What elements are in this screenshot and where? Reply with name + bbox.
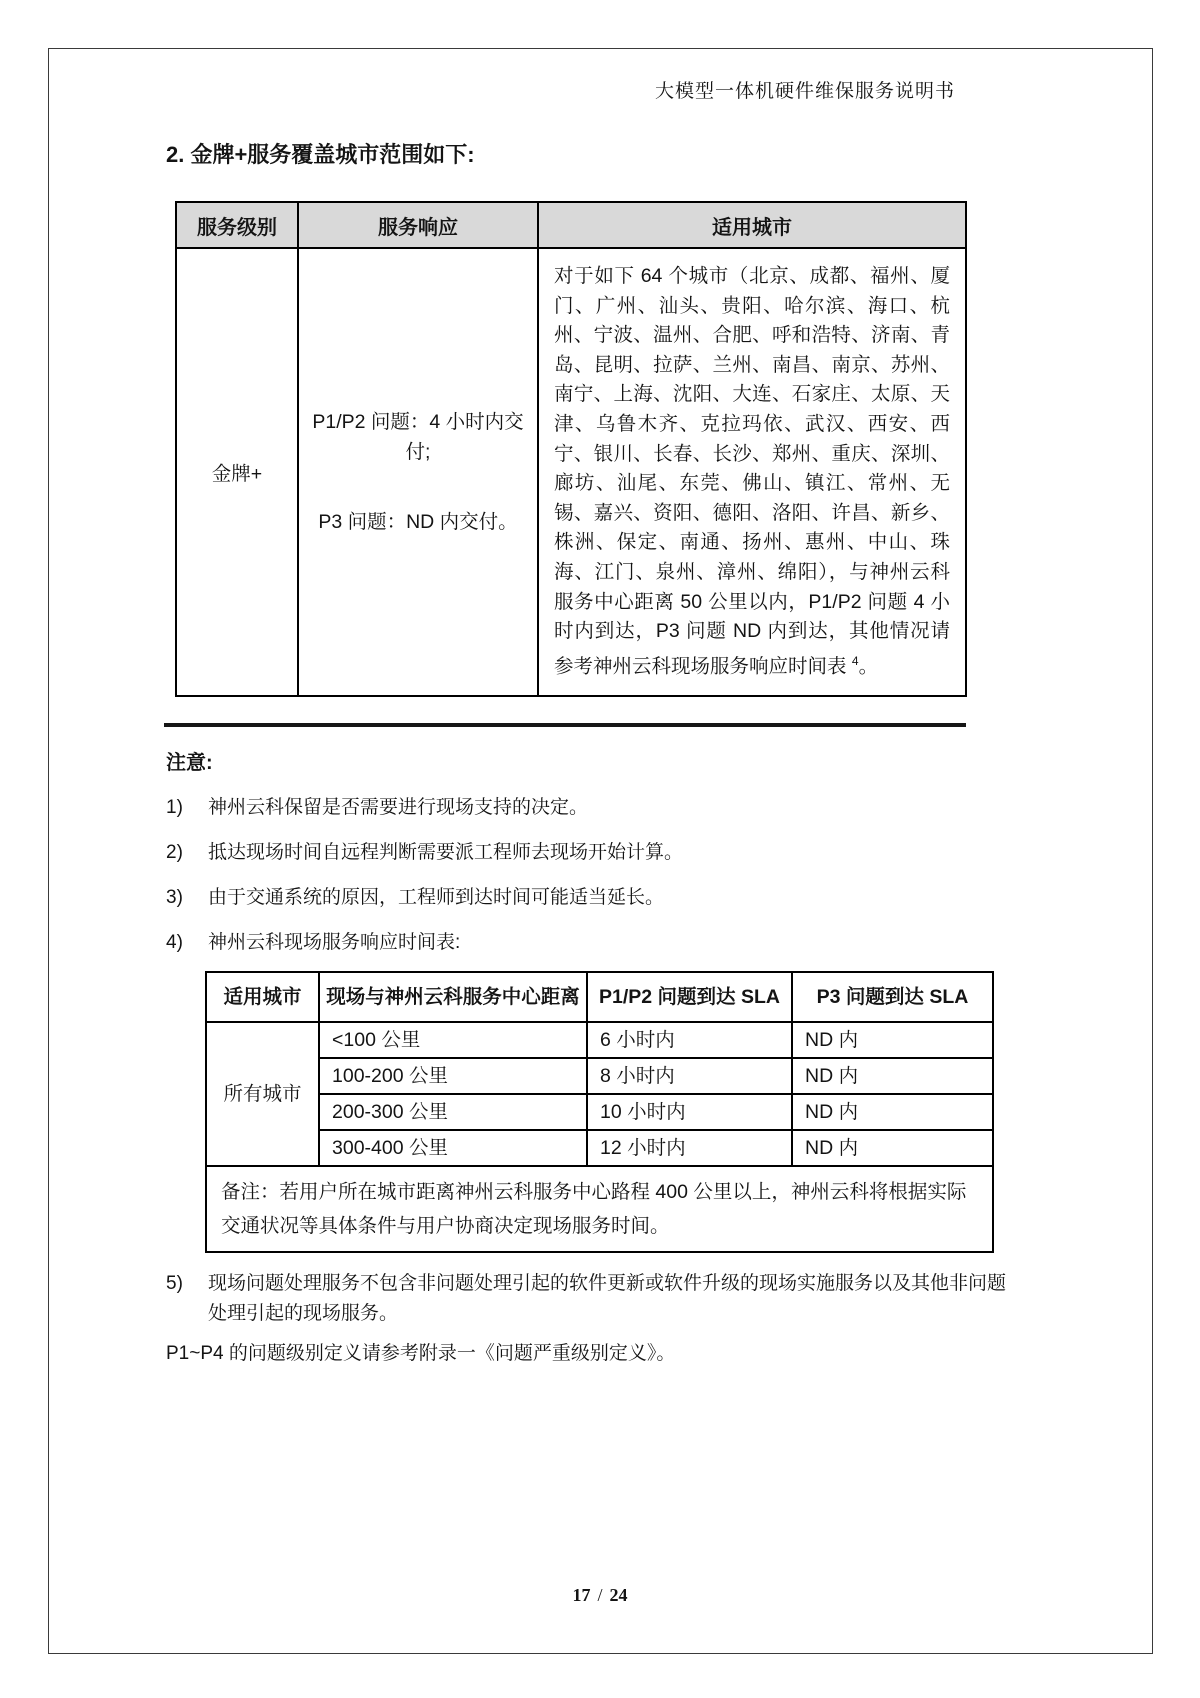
- column-header-p3-sla: P3 问题到达 SLA: [792, 972, 993, 1022]
- note-number: 5): [166, 1272, 183, 1294]
- note-text: 现场问题处理服务不包含非问题处理引起的软件更新或软件升级的现场实施服务以及其他非问题处理引起的现场服务。: [208, 1272, 1007, 1324]
- page-content: [0, 138, 1200, 1368]
- coverage-table: [175, 201, 967, 697]
- response-p3-text: P3 问题：ND 内交付。: [318, 510, 518, 533]
- table-row: [206, 1058, 993, 1094]
- note-item-1: [166, 793, 1200, 822]
- note-text: 神州云科保留是否需要进行现场支持的决定。: [208, 796, 589, 818]
- page-number-current: 17: [572, 1585, 591, 1605]
- service-level-cell: 金牌+: [176, 248, 298, 696]
- p3-sla-cell: ND 内: [792, 1094, 993, 1130]
- table-row: [176, 248, 966, 696]
- table-row: [206, 1166, 993, 1252]
- p1p2-sla-cell: 12 小时内: [587, 1130, 792, 1166]
- note-text: 神州云科现场服务响应时间表:: [208, 931, 461, 953]
- service-response-cell: [298, 248, 538, 696]
- p1p2-sla-cell: 8 小时内: [587, 1058, 792, 1094]
- applicable-cities-cell: [538, 248, 966, 696]
- table-row: [206, 1094, 993, 1130]
- closing-note: P1~P4 的问题级别定义请参考附录一《问题严重级别定义》。: [166, 1342, 676, 1364]
- page-number: [0, 1585, 1200, 1606]
- response-p1p2-text: P1/P2 问题：4 小时内交付;: [312, 410, 524, 463]
- p3-sla-cell: ND 内: [792, 1130, 993, 1166]
- note-text: 抵达现场时间自远程判断需要派工程师去现场开始计算。: [208, 841, 684, 863]
- column-header-service-response: 服务响应: [298, 202, 538, 248]
- distance-cell: 300-400 公里: [319, 1130, 587, 1166]
- footnote-marker: 4: [851, 653, 859, 668]
- p1p2-sla-cell: 10 小时内: [587, 1094, 792, 1130]
- table-row: [206, 1130, 993, 1166]
- coverage-table-header-row: [176, 202, 966, 248]
- page-number-separator: /: [597, 1585, 603, 1605]
- note-item-4: [166, 928, 1200, 957]
- remark-cell: 备注：若用户所在城市距离神州云科服务中心路程 400 公里以上，神州云科将根据实际交通状况等具体条件与用户协商决定现场服务时间。: [206, 1166, 993, 1252]
- note-number: 1): [166, 796, 183, 818]
- city-scope-cell: 所有城市: [206, 1022, 319, 1166]
- distance-cell: 200-300 公里: [319, 1094, 587, 1130]
- p1p2-sla-cell: 6 小时内: [587, 1022, 792, 1058]
- note-item-3: [166, 883, 1200, 912]
- note-number: 4): [166, 931, 183, 953]
- note-text: 由于交通系统的原因，工程师到达时间可能适当延长。: [208, 886, 665, 908]
- response-table-header-row: [206, 972, 993, 1022]
- note-item-2: [166, 838, 1200, 867]
- note-item-5: [166, 1269, 1200, 1329]
- distance-cell: <100 公里: [319, 1022, 587, 1058]
- column-header-distance: 现场与神州云科服务中心距离: [319, 972, 587, 1022]
- page-number-total: 24: [609, 1585, 628, 1605]
- column-header-applicable-cities: 适用城市: [206, 972, 319, 1022]
- table-row: [206, 1022, 993, 1058]
- p3-sla-cell: ND 内: [792, 1022, 993, 1058]
- notes-label: 注意:: [166, 751, 213, 774]
- column-header-service-level: 服务级别: [176, 202, 298, 248]
- note-number: 3): [166, 886, 183, 908]
- p3-sla-cell: ND 内: [792, 1058, 993, 1094]
- document-header-title: 大模型一体机硬件维保服务说明书: [654, 81, 955, 102]
- section-heading: 2. 金牌+服务覆盖城市范围如下:: [166, 142, 475, 167]
- distance-cell: 100-200 公里: [319, 1058, 587, 1094]
- column-header-p1p2-sla: P1/P2 问题到达 SLA: [587, 972, 792, 1022]
- response-time-table: [205, 971, 994, 1253]
- cities-text-period: 。: [858, 655, 879, 678]
- note-number: 2): [166, 841, 183, 863]
- cities-text: 对于如下 64 个城市（北京、成都、福州、厦门、广州、汕头、贵阳、哈尔滨、海口、杭州、宁波、温州、合肥、呼和浩特、济南、青岛、昆明、拉萨、兰州、南昌、南京、苏州、南宁、上海、沈阳、大连、石家庄、太原、天津、乌鲁木齐、克拉玛依、武汉、西安、西宁、银川、长春、长沙、郑州、重庆、深圳、廊坊、汕尾、东莞、佛山、镇江、常州、无锡、嘉兴、资阳、德阳、洛阳、许昌、新乡、株洲、保定、南通、扬州、惠州、中山、珠海、江门、泉州、漳州、绵阳），与神州云科服务中心距离 50 公里以内，P1/P2 问题 4 小时内到达，P3 问题 ND 内到达，其他情况请参考神州云科现场服务响应时间表: [554, 265, 950, 678]
- column-header-applicable-cities: 适用城市: [538, 202, 966, 248]
- divider-rule: [164, 723, 966, 727]
